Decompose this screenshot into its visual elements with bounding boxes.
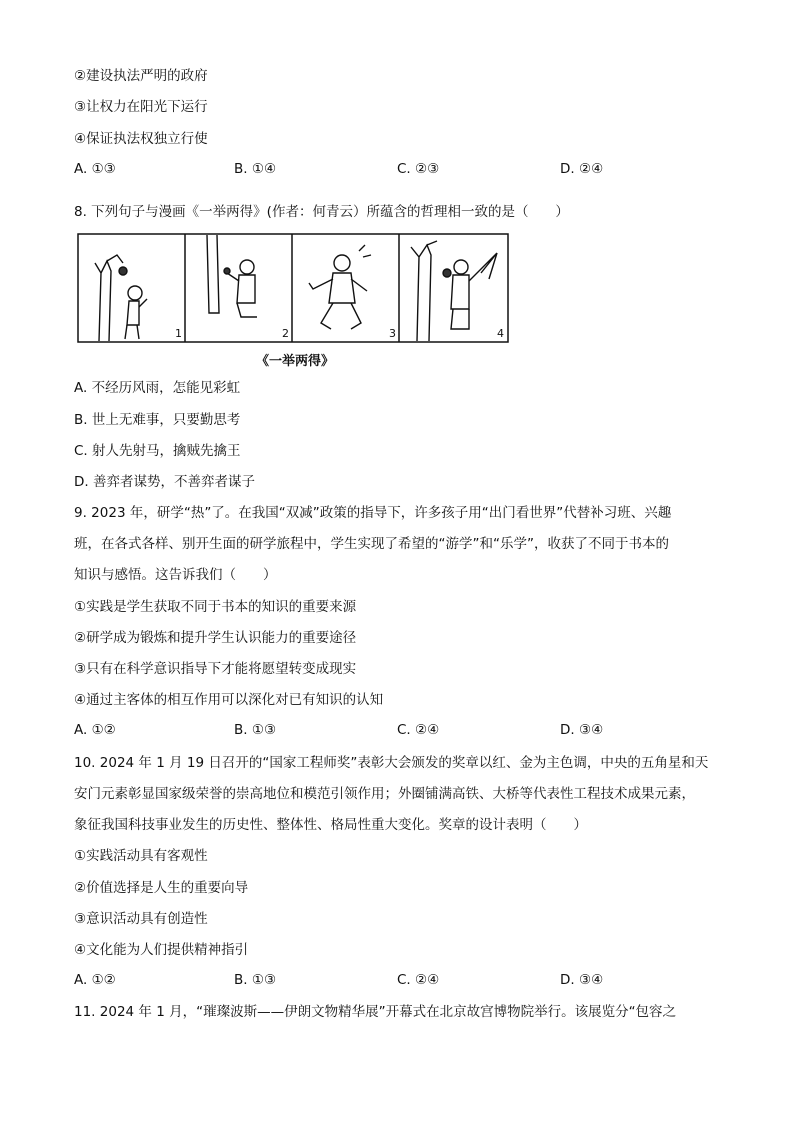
option-a: A. ①② (74, 722, 116, 738)
panel-number: 1 (175, 327, 182, 340)
answer-options-q9 (74, 722, 734, 740)
statement-4: ④通过主客体的相互作用可以深化对已有知识的认知 (74, 692, 384, 708)
statement-1: ①实践活动具有客观性 (74, 848, 208, 864)
option-a: A. 不经历风雨，怎能见彩虹 (74, 380, 241, 396)
answer-options-q10 (74, 972, 734, 990)
panel-number: 4 (497, 327, 504, 340)
statement-3: ③意识活动具有创造性 (74, 911, 208, 927)
statement-2: ②研学成为锻炼和提升学生认识能力的重要途径 (74, 630, 357, 646)
statement-4: ④文化能为人们提供精神指引 (74, 942, 249, 958)
question-9-stem-line-3: 知识与感悟。这告诉我们（ ） (74, 567, 277, 583)
question-10-stem-line-2: 安门元素彰显国家级荣誉的崇高地位和模范引领作用；外圈铺满高铁、大桥等代表性工程技术成果元素， (74, 786, 695, 802)
question-10-stem-line-3: 象征我国科技事业发生的历史性、整体性、格局性重大变化。奖章的设计表明（ ） (74, 817, 587, 833)
statement-1: ①实践是学生获取不同于书本的知识的重要来源 (74, 599, 357, 615)
option-d: D. 善弈者谋势，不善弈者谋子 (74, 474, 255, 490)
option-a: A. ①② (74, 972, 116, 988)
comic-caption: 《一举两得》 (256, 354, 335, 369)
statement-3: ③让权力在阳光下运行 (74, 99, 208, 115)
option-c: C. ②③ (397, 161, 440, 177)
option-d: D. ③④ (560, 972, 604, 988)
option-d: D. ②④ (560, 161, 604, 177)
option-a: A. ①③ (74, 161, 116, 177)
comic-strip (77, 233, 509, 343)
statement-4: ④保证执法权独立行使 (74, 131, 208, 147)
question-8-stem: 8. 下列句子与漫画《一举两得》(作者：何青云）所蕴含的哲理相一致的是（ ） (74, 204, 569, 220)
question-9-stem-line-1: 9. 2023 年，研学“热”了。在我国“双减”政策的指导下，许多孩子用“出门看世界”代替补习班、兴趣 (74, 505, 672, 521)
statement-2: ②建设执法严明的政府 (74, 68, 208, 84)
option-d: D. ③④ (560, 722, 604, 738)
question-9-stem-line-2: 班，在各式各样、别开生面的研学旅程中，学生实现了希望的“游学”和“乐学”，收获了不同于书本的 (74, 536, 669, 552)
option-c: C. ②④ (397, 972, 440, 988)
statement-3: ③只有在科学意识指导下才能将愿望转变成现实 (74, 661, 357, 677)
question-11-stem-line-1: 11. 2024 年 1 月，“璀璨波斯——伊朗文物精华展”开幕式在北京故宫博物院举行。该展览分“包容之 (74, 1004, 677, 1020)
panel-number: 2 (282, 327, 289, 340)
option-b: B. ①④ (234, 161, 277, 177)
panel-number: 3 (389, 327, 396, 340)
option-c: C. 射人先射马，擒贼先擒王 (74, 443, 241, 459)
option-c: C. ②④ (397, 722, 440, 738)
option-b: B. 世上无难事，只要勤思考 (74, 412, 241, 428)
statement-2: ②价值选择是人生的重要向导 (74, 880, 249, 896)
option-b: B. ①③ (234, 972, 277, 988)
answer-options-q7 (74, 161, 734, 179)
option-b: B. ①③ (234, 722, 277, 738)
question-10-stem-line-1: 10. 2024 年 1 月 19 日召开的“国家工程师奖”表彰大会颁发的奖章以红、金为主色调，中央的五角星和天 (74, 755, 709, 771)
